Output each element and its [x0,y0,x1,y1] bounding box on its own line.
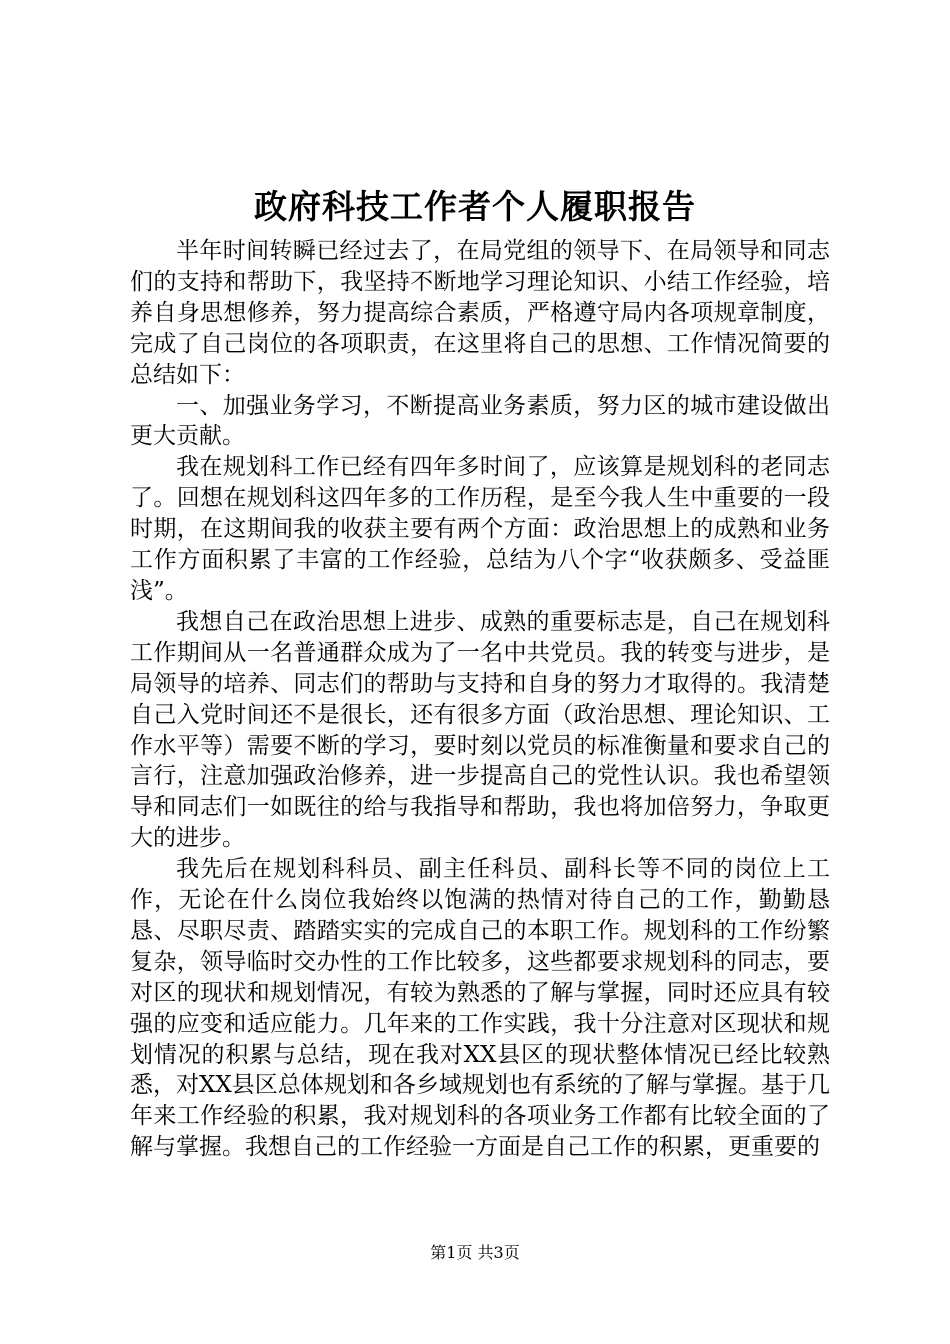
paragraph: 我在规划科工作已经有四年多时间了，应该算是规划科的老同志了。回想在规划科这四年多的工作历程，是至今我人生中重要的一段时期，在这期间我的收获主要有两个方面：政治思想上的成熟和业务工作方面积累了丰富的工作经验，总结为八个字“收获颇多、受益匪浅”。 [130,454,830,604]
document-title: 政府科技工作者个人履职报告 [254,187,696,226]
paragraph: 我先后在规划科科员、副主任科员、副科长等不同的岗位上工作，无论在什么岗位我始终以饱满的热情对待自己的工作，勤勤恳恳、尽职尽责、踏踏实实的完成自己的本职工作。规划科的工作纷繁复杂，领导临时交办性的工作比较多，这些都要求规划科的同志，要对区的现状和规划情况，有较为熟悉的了解与掌握，同时还应具有较强的应变和适应能力。几年来的工作实践，我十分注意对区现状和规划情况的积累与总结，现在我对XX县区的现状整体情况已经比较熟悉，对XX县区总体规划和各乡域规划也有系统的了解与掌握。基于几年来工作经验的积累，我对规划科的各项业务工作都有比较全面的了解与掌握。我想自己的工作经验一方面是自己工作的积累，更重要的 [130,856,830,1161]
paragraph: 我想自己在政治思想上进步、成熟的重要标志是，自己在规划科工作期间从一名普通群众成为了一名中共党员。我的转变与进步，是局领导的培养、同志们的帮助与支持和自身的努力才取得的。我清楚自己入党时间还不是很长，还有很多方面（政治思想、理论知识、工作水平等）需要不断的学习，要时刻以党员的标准衡量和要求自己的言行，注意加强政治修养，进一步提高自己的党性认识。我也希望领导和同志们一如既往的给与我指导和帮助，我也将加倍努力，争取更大的进步。 [130,608,830,852]
document-body [130,236,830,1163]
paragraph: 半年时间转瞬已经过去了，在局党组的领导下、在局领导和同志们的支持和帮助下，我坚持不断地学习理论知识、小结工作经验，培养自身思想修养，努力提高综合素质，严格遵守局内各项规章制度，完成了自己岗位的各项职责，在这里将自己的思想、工作情况简要的总结如下： [130,238,830,388]
paragraph: 一、加强业务学习，不断提高业务素质，努力区的城市建设做出更大贡献。 [130,392,830,450]
page-number-footer: 第1页 共3页 [430,1243,520,1262]
